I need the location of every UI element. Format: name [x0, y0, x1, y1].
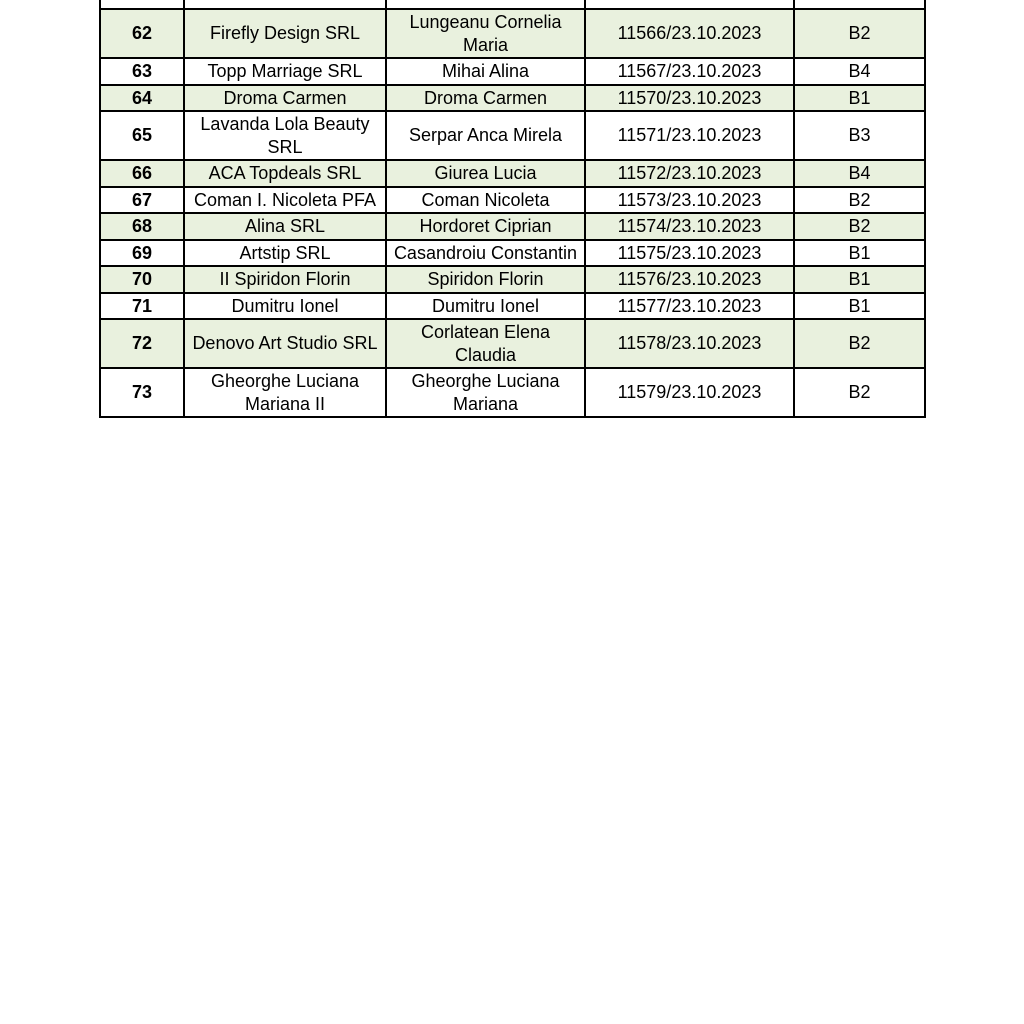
cell-registration: 11574/23.10.2023: [585, 213, 794, 240]
table-row: [100, 160, 925, 187]
cell-person: Mihai Alina: [386, 58, 585, 85]
cell-company: Firefly Design SRL: [184, 9, 386, 58]
cell-person: Casandroiu Constantin: [386, 240, 585, 267]
cell-person: Dumitru Ionel: [386, 293, 585, 320]
cell-person: Lungeanu Cornelia Maria: [386, 9, 585, 58]
cell-company: II Spiridon Florin: [184, 266, 386, 293]
cell-registration: 11578/23.10.2023: [585, 319, 794, 368]
cell-code: B2: [794, 213, 925, 240]
cell-registration: 11575/23.10.2023: [585, 240, 794, 267]
cell-person: Corlatean Elena Claudia: [386, 319, 585, 368]
cell-registration: 11573/23.10.2023: [585, 187, 794, 214]
cell-code: B4: [794, 160, 925, 187]
cell-nr: 72: [100, 319, 184, 368]
cell-company: Coman I. Nicoleta PFA: [184, 187, 386, 214]
table-body: [100, 0, 925, 417]
table-row: [100, 9, 925, 58]
cell-person: [386, 0, 585, 9]
cell-nr: 68: [100, 213, 184, 240]
cell-company: Lavanda Lola Beauty SRL: [184, 111, 386, 160]
cell-nr: 73: [100, 368, 184, 417]
table-row: [100, 368, 925, 417]
cell-person: Giurea Lucia: [386, 160, 585, 187]
cell-registration: 11567/23.10.2023: [585, 58, 794, 85]
cell-registration: 11579/23.10.2023: [585, 368, 794, 417]
cell-nr: 70: [100, 266, 184, 293]
cell-registration: 11566/23.10.2023: [585, 9, 794, 58]
cell-nr: 63: [100, 58, 184, 85]
cell-nr: 62: [100, 9, 184, 58]
cell-code: B1: [794, 240, 925, 267]
cell-company: Topp Marriage SRL: [184, 58, 386, 85]
cell-code: B1: [794, 266, 925, 293]
cutoff-row: [100, 0, 925, 9]
cell-person: Spiridon Florin: [386, 266, 585, 293]
cell-company: Droma Carmen: [184, 85, 386, 112]
cell-code: B1: [794, 85, 925, 112]
cell-registration: 11571/23.10.2023: [585, 111, 794, 160]
cell-registration: 11570/23.10.2023: [585, 85, 794, 112]
cell-nr: 64: [100, 85, 184, 112]
table-row: [100, 58, 925, 85]
cell-registration: [585, 0, 794, 9]
cell-nr: 71: [100, 293, 184, 320]
table-row: [100, 213, 925, 240]
table-row: [100, 111, 925, 160]
cell-person: Coman Nicoleta: [386, 187, 585, 214]
cell-code: B2: [794, 9, 925, 58]
cell-code: B1: [794, 293, 925, 320]
cell-nr: [100, 0, 184, 9]
cell-company: ACA Topdeals SRL: [184, 160, 386, 187]
cell-code: B3: [794, 111, 925, 160]
cell-code: [794, 0, 925, 9]
table-row: [100, 187, 925, 214]
cell-company: Gheorghe Luciana Mariana II: [184, 368, 386, 417]
table-row: [100, 85, 925, 112]
cell-registration: 11572/23.10.2023: [585, 160, 794, 187]
cell-person: Hordoret Ciprian: [386, 213, 585, 240]
cell-person: Serpar Anca Mirela: [386, 111, 585, 160]
table-row: [100, 293, 925, 320]
cell-nr: 65: [100, 111, 184, 160]
cell-nr: 69: [100, 240, 184, 267]
cell-company: Denovo Art Studio SRL: [184, 319, 386, 368]
cell-nr: 66: [100, 160, 184, 187]
cell-person: Gheorghe Luciana Mariana: [386, 368, 585, 417]
cell-company: Artstip SRL: [184, 240, 386, 267]
cell-code: B4: [794, 58, 925, 85]
cell-code: B2: [794, 319, 925, 368]
cell-company: [184, 0, 386, 9]
cell-nr: 67: [100, 187, 184, 214]
table-row: [100, 266, 925, 293]
table-row: [100, 319, 925, 368]
cell-code: B2: [794, 187, 925, 214]
cell-registration: 11577/23.10.2023: [585, 293, 794, 320]
cell-person: Droma Carmen: [386, 85, 585, 112]
table-row: [100, 240, 925, 267]
registry-table: [99, 0, 926, 418]
cell-company: Alina SRL: [184, 213, 386, 240]
cell-company: Dumitru Ionel: [184, 293, 386, 320]
cell-registration: 11576/23.10.2023: [585, 266, 794, 293]
cell-code: B2: [794, 368, 925, 417]
